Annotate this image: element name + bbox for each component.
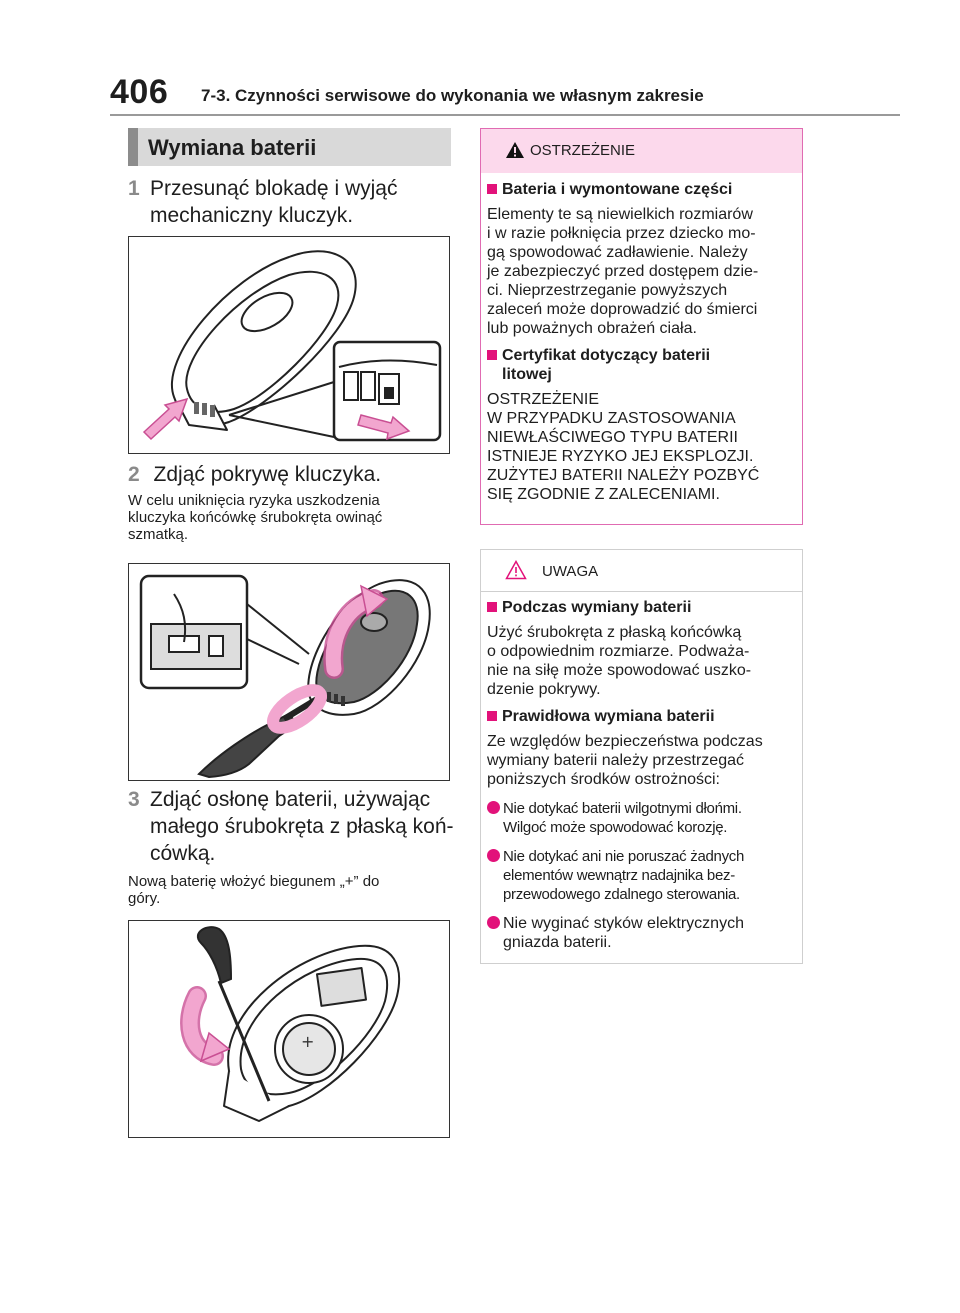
note-line: Ze względów bezpieczeństwa podczas [487, 733, 763, 750]
figure-key-release [128, 236, 450, 454]
warning-title: OSTRZEŻENIE [530, 142, 636, 159]
warning-line: SIĘ ZGODNIE Z ZALECENIAMI. [487, 486, 720, 503]
warning-line: Elementy te są niewielkich rozmiarów [487, 206, 753, 223]
bullet-dot-icon [487, 849, 500, 862]
bullet-line: Nie wyginać styków elektrycznych [503, 915, 744, 932]
note-line: poniższych środków ostrożności: [487, 771, 720, 788]
step-1 [128, 175, 398, 229]
warning-line: i w razie połknięcia przez dziecko mo- [487, 225, 756, 242]
warning-line: je zabezpieczyć przed dostępem dzie- [487, 263, 759, 280]
step-note-line: kluczyka końcówkę śrubokręta owinąć [128, 509, 383, 526]
cover-removal-illustration [129, 564, 448, 779]
warning-line: ISTNIEJE RYZYKO JEJ EKSPLOZJI. [487, 448, 754, 465]
note-line: nie na siłę może spowodować uszko- [487, 662, 752, 679]
step-note-line: Nową baterię włożyć biegunem „+” do [128, 873, 380, 890]
warning-heading: litowej [502, 366, 552, 383]
step-text-line: Przesunąć blokadę i wyjąć [150, 177, 398, 200]
note-title: UWAGA [542, 563, 599, 580]
note-divider [481, 591, 802, 592]
note-bullet [487, 799, 799, 837]
bullet-line: przewodowego zdalnego sterowania. [503, 886, 740, 903]
note-content [487, 598, 799, 952]
key-fob-illustration [129, 237, 448, 452]
caution-triangle-icon [505, 560, 527, 580]
svg-text:+: + [301, 1032, 315, 1051]
bullet-dot-icon [487, 801, 500, 814]
warning-line: OSTRZEŻENIE [487, 391, 600, 408]
note-line: Użyć śrubokręta z płaską końcówką [487, 624, 742, 641]
warning-heading: Certyfikat dotyczący baterii [502, 347, 711, 364]
step-note-line: W celu uniknięcia ryzyka uszkodzenia [128, 492, 380, 509]
note-heading: Prawidłowa wymiana baterii [502, 708, 715, 725]
note-line: o odpowiednim rozmiarze. Podważa- [487, 643, 750, 660]
warning-triangle-icon [505, 141, 525, 159]
warning-line: gą spowodować zadławienie. Należy [487, 244, 748, 261]
bullet-dot-icon [487, 916, 500, 929]
warning-heading: Bateria i wymontowane części [502, 181, 733, 198]
note-bullet [487, 847, 799, 904]
chapter-header: 7-3. Czynności serwisowe do wykonania we własnym zakresie [201, 86, 704, 105]
step-text-line: cówką. [150, 842, 216, 865]
step-number: 2 [128, 463, 140, 486]
step-2 [128, 461, 382, 543]
bullet-line: gniazda baterii. [503, 934, 612, 951]
bullet-line: Nie dotykać ani nie poruszać żadnych [503, 848, 745, 865]
warning-line: ci. Nieprzestrzeganie powyższych [487, 282, 728, 299]
step-text-line: Zdjąć osłonę baterii, używając [150, 788, 431, 811]
warning-content [487, 180, 799, 504]
figure-battery-cover [128, 920, 450, 1138]
battery-illustration [129, 921, 448, 1136]
bullet-line: elementów wewnątrz nadajnika bez- [503, 867, 735, 884]
step-number: 3 [128, 788, 140, 811]
step-3 [128, 786, 454, 907]
figure-remove-cover [128, 563, 450, 781]
warning-line: NIEWŁAŚCIWEGO TYPU BATERII [487, 429, 738, 446]
note-line: dzenie pokrywy. [487, 681, 601, 698]
note-line: wymiany baterii należy przestrzegać [487, 752, 744, 769]
section-title: Wymiana baterii [148, 135, 317, 160]
step-number: 1 [128, 177, 140, 200]
note-heading: Podczas wymiany baterii [502, 599, 692, 616]
warning-line: lub poważnych obrażeń ciała. [487, 320, 697, 337]
step-text-line: Zdjąć pokrywę kluczyka. [153, 463, 382, 486]
arrow-left-icon [144, 399, 187, 439]
bullet-line: Wilgoć może spowodować korozję. [503, 819, 728, 836]
warning-line: zaleceń może doprowadzić do śmierci [487, 301, 758, 318]
warning-line: W PRZYPADKU ZASTOSOWANIA [487, 410, 736, 427]
note-bullet [487, 914, 799, 952]
step-text-line: małego śrubokręta z płaską koń- [150, 815, 454, 838]
step-note-line: góry. [128, 890, 161, 907]
page-number: 406 [110, 73, 169, 111]
bullet-line: Nie dotykać baterii wilgotnymi dłońmi. [503, 800, 742, 817]
step-text-line: mechaniczny kluczyk. [150, 204, 354, 227]
warning-line: ZUŻYTEJ BATERII NALEŻY POZBYĆ [487, 467, 760, 484]
step-note-line: szmatką. [128, 526, 189, 543]
header-rule [110, 114, 900, 116]
